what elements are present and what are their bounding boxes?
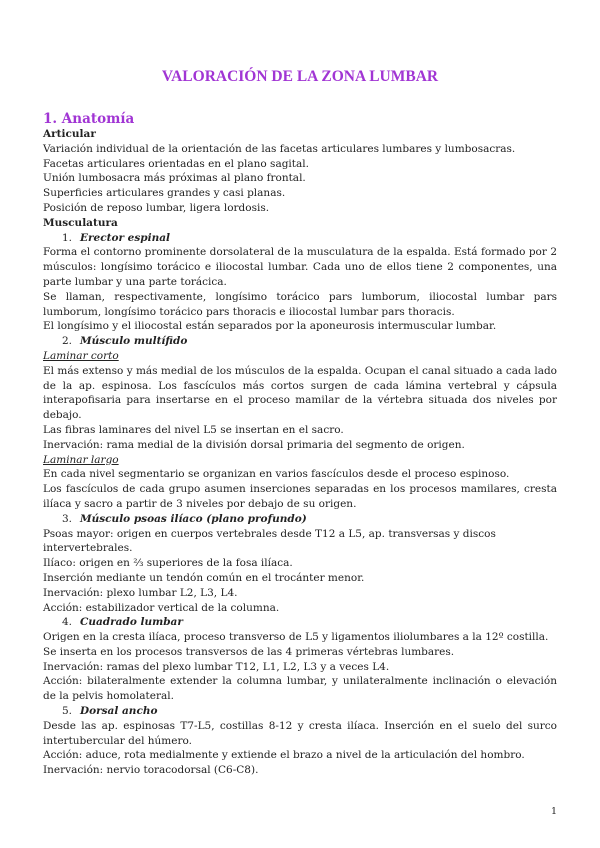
paragraph: Acción: estabilizador vertical de la columna. <box>43 601 280 614</box>
section-heading-anatomia: 1. Anatomía <box>43 111 135 127</box>
paragraph: Psoas mayor: origen en cuerpos vertebrales desde T12 a L5, ap. transversas y discos intervertebrales. <box>43 527 496 555</box>
paragraph: Inervación: nervio toracodorsal (C6-C8). <box>43 764 259 777</box>
articular-line: Facetas articulares orientadas en el plano sagital. <box>43 157 309 170</box>
paragraph: Inserción mediante un tendón común en el trocánter menor. <box>43 571 365 584</box>
paragraph: Inervación: ramas del plexo lumbar T12, L1, L2, L3 y a veces L4. <box>43 660 390 673</box>
paragraph: Los fascículos de cada grupo asumen inserciones separadas en los procesos mamilares, cresta ilíaca y sacro a partir de 3 niveles por debajo de su origen. <box>43 483 557 510</box>
list-number: 4. <box>62 616 73 629</box>
paragraph: Inervación: plexo lumbar L2, L3, L4. <box>43 586 238 599</box>
muscle-name: Dorsal ancho <box>80 705 158 718</box>
page-title: VALORACIÓN DE LA ZONA LUMBAR <box>161 68 439 85</box>
muscle-name: Erector espinal <box>80 231 170 244</box>
muscle-heading-psoas <box>43 512 557 527</box>
paragraph: En cada nivel segmentario se organizan en varios fascículos desde el proceso espinoso. <box>43 468 510 481</box>
subheading-musculatura: Musculatura <box>43 216 118 229</box>
muscle-name: Músculo psoas ilíaco (plano profundo) <box>80 512 307 525</box>
articular-line: Unión lumbosacra más próximas al plano frontal. <box>43 172 306 185</box>
paragraph: Desde las ap. espinosas T7-L5, costillas 8-12 y cresta ilíaca. Inserción en el suelo del surco intertubercular del húmero. <box>43 719 557 747</box>
articular-line: Posición de reposo lumbar, ligera lordosis. <box>43 201 270 214</box>
subheading-articular: Articular <box>43 128 96 140</box>
paragraph: Forma el contorno prominente dorsolateral de la musculatura de la espalda. Está formado por 2 músculos: longísimo torácico e iliocostal lumbar. Cada uno de ellos tiene 2 componentes, una parte lumbar y una parte torácica. <box>43 246 557 288</box>
articular-line: Superficies articulares grandes y casi planas. <box>43 187 286 200</box>
list-number: 2. <box>62 335 73 348</box>
list-number: 1. <box>62 231 73 244</box>
paragraph: Se inserta en los procesos transversos de las 4 primeras vértebras lumbares. <box>43 645 455 658</box>
articular-line: Variación individual de la orientación de las facetas articulares lumbares y lumbosacras. <box>43 142 516 155</box>
paragraph: El más extenso y más medial de los músculos de la espalda. Ocupan el canal situado a cada lado de la ap. espinosa. Los fascículos más cortos surgen de cada lámina vertebral y cápsula interapofisaria para insertarse en el proceso mamilar de la vértebra situada dos niveles por debajo. <box>43 364 557 422</box>
list-number: 5. <box>62 705 73 718</box>
paragraph: El longísimo y el iliocostal están separados por la aponeurosis intermuscular lumbar. <box>43 320 497 333</box>
muscle-heading-erector <box>43 231 557 246</box>
muscle-heading-multifido <box>43 334 557 349</box>
paragraph: Inervación: rama medial de la división dorsal primaria del segmento de origen. <box>43 438 465 451</box>
muscle-heading-dorsal <box>43 704 557 719</box>
muscle-heading-cuadrado <box>43 615 557 630</box>
subheading-laminar-largo: Laminar largo <box>43 453 119 466</box>
paragraph: Origen en la cresta ilíaca, proceso transverso de L5 y ligamentos iliolumbares a la 12º costilla. <box>43 631 549 644</box>
paragraph: Acción: aduce, rota medialmente y extiende el brazo a nivel de la articulación del hombro. <box>43 749 525 762</box>
page-number: 1 <box>550 806 557 817</box>
list-number: 3. <box>62 512 73 525</box>
subheading-laminar-corto: Laminar corto <box>43 349 119 362</box>
paragraph: Ilíaco: origen en ⅔ superiores de la fosa ilíaca. <box>43 557 293 570</box>
paragraph: Acción: bilateralmente extender la columna lumbar, y unilateralmente inclinación o elevación de la pelvis homolateral. <box>43 675 557 703</box>
paragraph: Las fibras laminares del nivel L5 se insertan en el sacro. <box>43 423 344 436</box>
document-page <box>43 68 557 778</box>
paragraph: Se llaman, respectivamente, longísimo torácico pars lumborum, iliocostal lumbar pars lumborum, longísimo torácico pars thoracis e iliocostal lumbar pars thoracis. <box>43 290 557 318</box>
muscle-name: Cuadrado lumbar <box>80 616 183 629</box>
muscle-name: Músculo multífido <box>80 335 188 348</box>
